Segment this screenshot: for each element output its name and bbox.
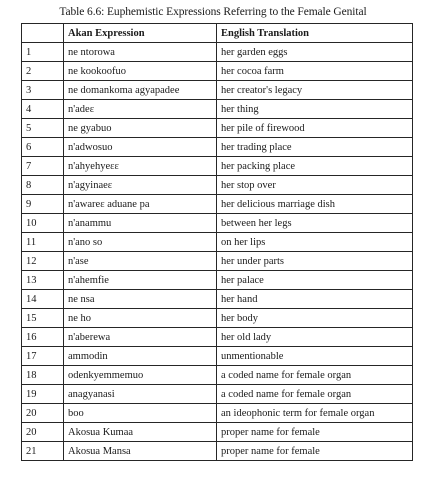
table-row — [22, 423, 413, 442]
row-number: 7 — [22, 157, 64, 176]
table-row — [22, 347, 413, 366]
row-number: 8 — [22, 176, 64, 195]
table-header-row — [22, 24, 413, 43]
table-row — [22, 385, 413, 404]
table-row — [22, 328, 413, 347]
table-row — [22, 176, 413, 195]
row-number: 3 — [22, 81, 64, 100]
table-caption: Table 6.6: Euphemistic Expressions Referring to the Female Genital — [59, 6, 367, 18]
table-row — [22, 214, 413, 233]
row-number: 13 — [22, 271, 64, 290]
row-number: 20 — [22, 404, 64, 423]
akan-expression: ne ho — [64, 309, 217, 328]
row-number: 12 — [22, 252, 64, 271]
akan-expression: Akosua Mansa — [64, 442, 217, 461]
table-row — [22, 366, 413, 385]
english-translation: proper name for female — [217, 442, 413, 461]
table-row — [22, 271, 413, 290]
euphemism-table — [21, 23, 413, 461]
english-translation: on her lips — [217, 233, 413, 252]
english-translation: her stop over — [217, 176, 413, 195]
english-translation: her thing — [217, 100, 413, 119]
english-translation: her garden eggs — [217, 43, 413, 62]
akan-expression: n'adwosuo — [64, 138, 217, 157]
akan-expression: n'ahyehyeɛɛ — [64, 157, 217, 176]
english-translation: her old lady — [217, 328, 413, 347]
akan-expression: ne nsa — [64, 290, 217, 309]
table-row — [22, 290, 413, 309]
row-number: 18 — [22, 366, 64, 385]
row-number: 5 — [22, 119, 64, 138]
row-number: 11 — [22, 233, 64, 252]
akan-expression: boo — [64, 404, 217, 423]
english-translation: her hand — [217, 290, 413, 309]
english-translation: her delicious marriage dish — [217, 195, 413, 214]
row-number: 1 — [22, 43, 64, 62]
row-number: 9 — [22, 195, 64, 214]
table-row — [22, 62, 413, 81]
english-translation: a coded name for female organ — [217, 385, 413, 404]
english-translation: her creator's legacy — [217, 81, 413, 100]
akan-expression: n'awareɛ aduane pa — [64, 195, 217, 214]
akan-expression: n'anammu — [64, 214, 217, 233]
row-number: 19 — [22, 385, 64, 404]
akan-expression: n'agyinaeɛ — [64, 176, 217, 195]
header-akan-expression: Akan Expression — [64, 24, 217, 43]
table-row — [22, 309, 413, 328]
akan-expression: ammodin — [64, 347, 217, 366]
table-row — [22, 81, 413, 100]
english-translation: a coded name for female organ — [217, 366, 413, 385]
table-row — [22, 252, 413, 271]
table-row — [22, 100, 413, 119]
akan-expression: anagyanasi — [64, 385, 217, 404]
table-row — [22, 119, 413, 138]
header-english-translation: English Translation — [217, 24, 413, 43]
table-row — [22, 195, 413, 214]
row-number: 10 — [22, 214, 64, 233]
row-number: 2 — [22, 62, 64, 81]
english-translation: between her legs — [217, 214, 413, 233]
akan-expression: odenkyemmemuo — [64, 366, 217, 385]
akan-expression: n'ase — [64, 252, 217, 271]
english-translation: an ideophonic term for female organ — [217, 404, 413, 423]
english-translation: her pile of firewood — [217, 119, 413, 138]
table-row — [22, 442, 413, 461]
akan-expression: ne domankoma agyapadee — [64, 81, 217, 100]
akan-expression: n'ano so — [64, 233, 217, 252]
row-number: 6 — [22, 138, 64, 157]
table-row — [22, 157, 413, 176]
english-translation: her body — [217, 309, 413, 328]
akan-expression: n'adeɛ — [64, 100, 217, 119]
row-number: 20 — [22, 423, 64, 442]
header-number — [22, 24, 64, 43]
row-number: 16 — [22, 328, 64, 347]
english-translation: her palace — [217, 271, 413, 290]
english-translation: proper name for female — [217, 423, 413, 442]
akan-expression: n'aberewa — [64, 328, 217, 347]
row-number: 15 — [22, 309, 64, 328]
akan-expression: ne gyabuo — [64, 119, 217, 138]
akan-expression: ne kookoofuo — [64, 62, 217, 81]
table-row — [22, 404, 413, 423]
english-translation: her cocoa farm — [217, 62, 413, 81]
akan-expression: Akosua Kumaa — [64, 423, 217, 442]
akan-expression: ne ntorowa — [64, 43, 217, 62]
row-number: 14 — [22, 290, 64, 309]
row-number: 21 — [22, 442, 64, 461]
english-translation: unmentionable — [217, 347, 413, 366]
table-row — [22, 233, 413, 252]
row-number: 17 — [22, 347, 64, 366]
akan-expression: n'ahemfie — [64, 271, 217, 290]
english-translation: her under parts — [217, 252, 413, 271]
table-row — [22, 43, 413, 62]
row-number: 4 — [22, 100, 64, 119]
english-translation: her trading place — [217, 138, 413, 157]
english-translation: her packing place — [217, 157, 413, 176]
table-row — [22, 138, 413, 157]
